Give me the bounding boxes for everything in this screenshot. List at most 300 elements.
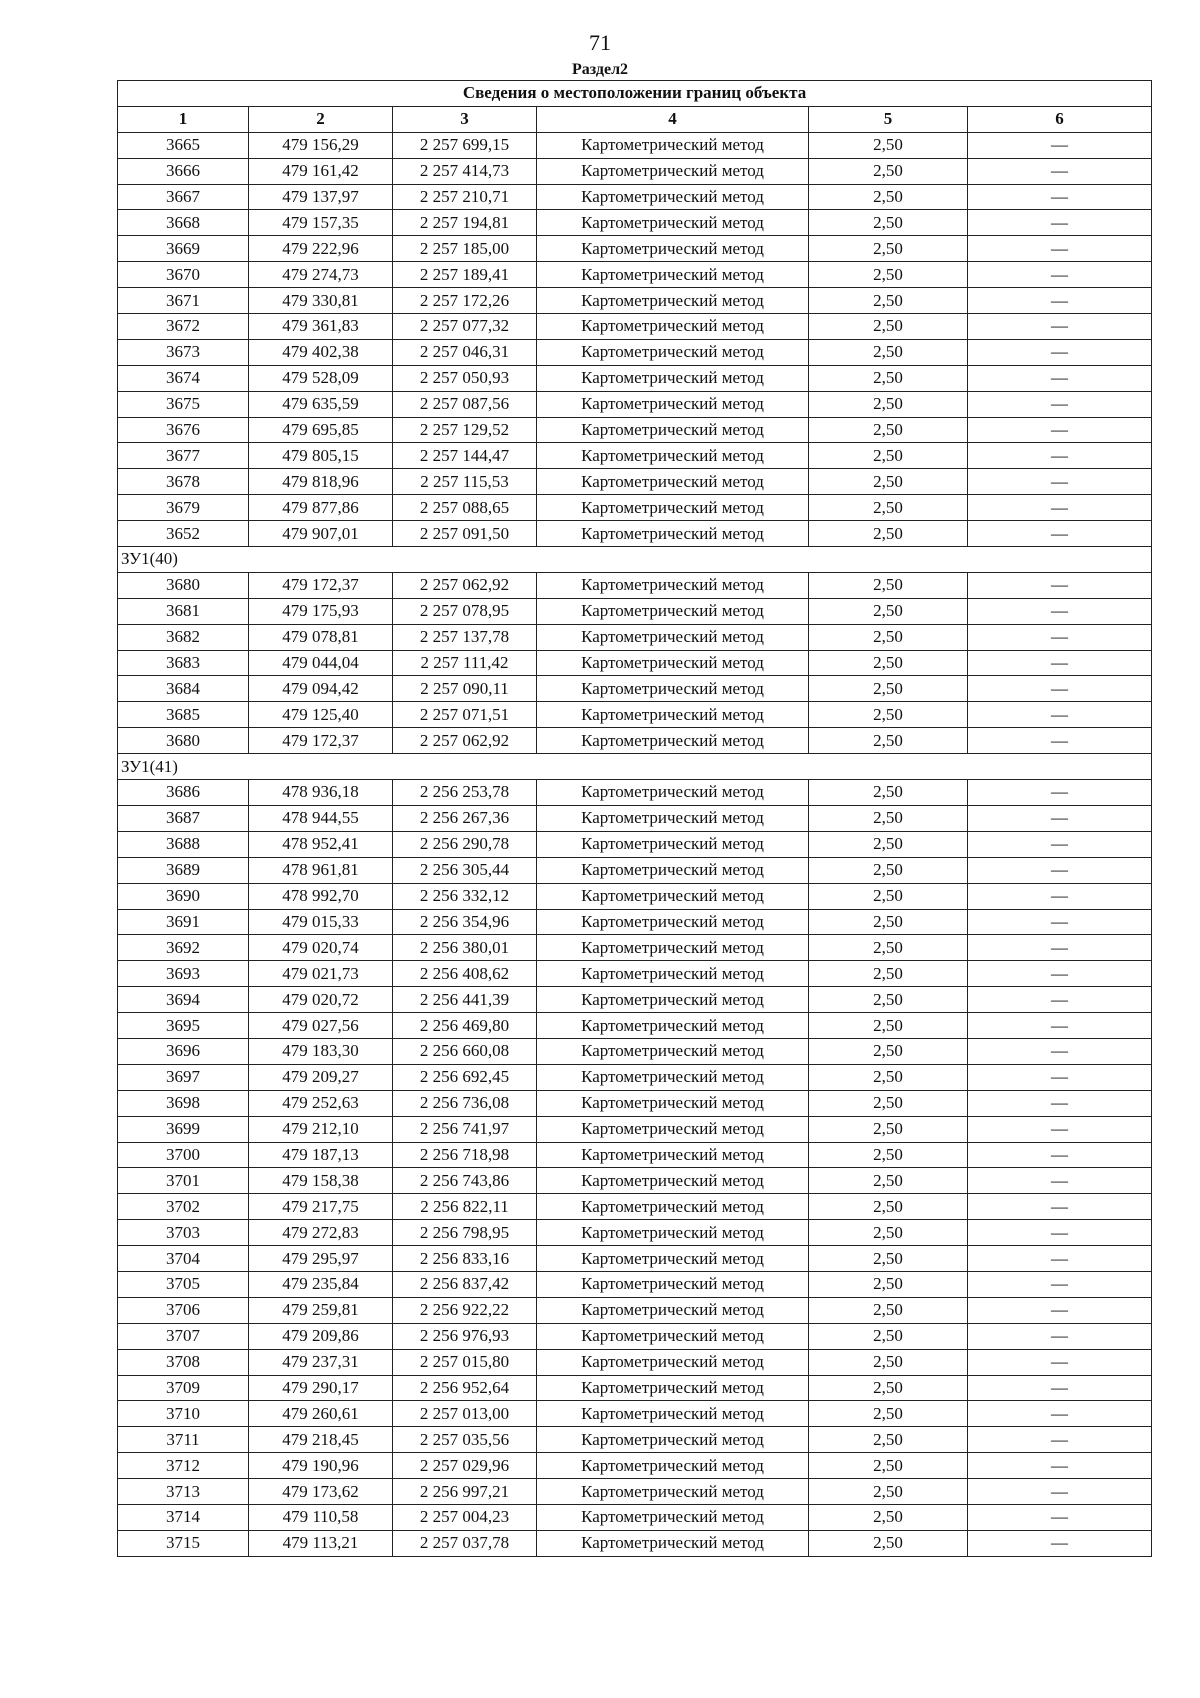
y-coordinate-cell: 2 257 129,52 [393, 417, 537, 443]
point-number-cell: 3669 [118, 236, 249, 262]
description-cell: — [968, 676, 1152, 702]
table-row [118, 339, 1152, 365]
x-coordinate-cell: 479 252,63 [249, 1090, 393, 1116]
description-cell: — [968, 1168, 1152, 1194]
point-number-cell: 3665 [118, 132, 249, 158]
accuracy-cell: 2,50 [809, 184, 968, 210]
method-cell: Картометрический метод [537, 598, 809, 624]
description-cell: — [968, 1013, 1152, 1039]
table-row [118, 1479, 1152, 1505]
description-cell: — [968, 339, 1152, 365]
table-row [118, 1453, 1152, 1479]
description-cell: — [968, 650, 1152, 676]
table-row [118, 521, 1152, 547]
x-coordinate-cell: 479 695,85 [249, 417, 393, 443]
y-coordinate-cell: 2 256 837,42 [393, 1271, 537, 1297]
y-coordinate-cell: 2 257 210,71 [393, 184, 537, 210]
accuracy-cell: 2,50 [809, 1375, 968, 1401]
y-coordinate-cell: 2 257 699,15 [393, 132, 537, 158]
table-body [118, 132, 1152, 1556]
table-row [118, 1090, 1152, 1116]
accuracy-cell: 2,50 [809, 443, 968, 469]
method-cell: Картометрический метод [537, 857, 809, 883]
method-cell: Картометрический метод [537, 391, 809, 417]
description-cell: — [968, 1401, 1152, 1427]
description-cell: — [968, 1246, 1152, 1272]
table-row [118, 469, 1152, 495]
y-coordinate-cell: 2 256 267,36 [393, 805, 537, 831]
accuracy-cell: 2,50 [809, 598, 968, 624]
point-number-cell: 3697 [118, 1064, 249, 1090]
accuracy-cell: 2,50 [809, 1168, 968, 1194]
accuracy-cell: 2,50 [809, 1246, 968, 1272]
y-coordinate-cell: 2 257 037,78 [393, 1530, 537, 1556]
description-cell: — [968, 598, 1152, 624]
y-coordinate-cell: 2 257 137,78 [393, 624, 537, 650]
point-number-cell: 3686 [118, 780, 249, 806]
x-coordinate-cell: 479 173,62 [249, 1479, 393, 1505]
y-coordinate-cell: 2 257 046,31 [393, 339, 537, 365]
method-cell: Картометрический метод [537, 132, 809, 158]
point-number-cell: 3696 [118, 1038, 249, 1064]
table-row [118, 883, 1152, 909]
accuracy-cell: 2,50 [809, 417, 968, 443]
accuracy-cell: 2,50 [809, 1064, 968, 1090]
accuracy-cell: 2,50 [809, 857, 968, 883]
table-row [118, 676, 1152, 702]
y-coordinate-cell: 2 256 332,12 [393, 883, 537, 909]
y-coordinate-cell: 2 257 078,95 [393, 598, 537, 624]
accuracy-cell: 2,50 [809, 728, 968, 754]
accuracy-cell: 2,50 [809, 262, 968, 288]
table-row [118, 391, 1152, 417]
y-coordinate-cell: 2 257 004,23 [393, 1504, 537, 1530]
table-row [118, 417, 1152, 443]
table-row [118, 650, 1152, 676]
description-cell: — [968, 184, 1152, 210]
x-coordinate-cell: 479 361,83 [249, 314, 393, 340]
table-row [118, 132, 1152, 158]
method-cell: Картометрический метод [537, 1168, 809, 1194]
table-row [118, 1116, 1152, 1142]
method-cell: Картометрический метод [537, 262, 809, 288]
accuracy-cell: 2,50 [809, 650, 968, 676]
description-cell: — [968, 1220, 1152, 1246]
table-row [118, 1349, 1152, 1375]
description-cell: — [968, 1453, 1152, 1479]
description-cell: — [968, 1479, 1152, 1505]
table-row [118, 1297, 1152, 1323]
method-cell: Картометрический метод [537, 676, 809, 702]
description-cell: — [968, 1323, 1152, 1349]
description-cell: — [968, 469, 1152, 495]
y-coordinate-cell: 2 256 743,86 [393, 1168, 537, 1194]
group-label: ЗУ1(41) [118, 754, 1152, 780]
accuracy-cell: 2,50 [809, 210, 968, 236]
description-cell: — [968, 1530, 1152, 1556]
description-cell: — [968, 624, 1152, 650]
point-number-cell: 3702 [118, 1194, 249, 1220]
accuracy-cell: 2,50 [809, 831, 968, 857]
accuracy-cell: 2,50 [809, 780, 968, 806]
table-row [118, 1401, 1152, 1427]
accuracy-cell: 2,50 [809, 1297, 968, 1323]
description-cell: — [968, 728, 1152, 754]
y-coordinate-cell: 2 256 441,39 [393, 987, 537, 1013]
description-cell: — [968, 857, 1152, 883]
method-cell: Картометрический метод [537, 1142, 809, 1168]
description-cell: — [968, 1427, 1152, 1453]
accuracy-cell: 2,50 [809, 469, 968, 495]
table-row [118, 1271, 1152, 1297]
column-number: 6 [968, 106, 1152, 132]
accuracy-cell: 2,50 [809, 1530, 968, 1556]
point-number-cell: 3680 [118, 728, 249, 754]
y-coordinate-cell: 2 256 305,44 [393, 857, 537, 883]
x-coordinate-cell: 479 157,35 [249, 210, 393, 236]
point-number-cell: 3676 [118, 417, 249, 443]
x-coordinate-cell: 479 209,27 [249, 1064, 393, 1090]
method-cell: Картометрический метод [537, 495, 809, 521]
description-cell: — [968, 417, 1152, 443]
x-coordinate-cell: 479 158,38 [249, 1168, 393, 1194]
y-coordinate-cell: 2 256 798,95 [393, 1220, 537, 1246]
x-coordinate-cell: 479 078,81 [249, 624, 393, 650]
x-coordinate-cell: 479 235,84 [249, 1271, 393, 1297]
y-coordinate-cell: 2 256 822,11 [393, 1194, 537, 1220]
method-cell: Картометрический метод [537, 1323, 809, 1349]
y-coordinate-cell: 2 256 718,98 [393, 1142, 537, 1168]
method-cell: Картометрический метод [537, 805, 809, 831]
description-cell: — [968, 210, 1152, 236]
method-cell: Картометрический метод [537, 1064, 809, 1090]
description-cell: — [968, 909, 1152, 935]
point-number-cell: 3715 [118, 1530, 249, 1556]
accuracy-cell: 2,50 [809, 365, 968, 391]
x-coordinate-cell: 478 936,18 [249, 780, 393, 806]
accuracy-cell: 2,50 [809, 1090, 968, 1116]
table-row [118, 831, 1152, 857]
method-cell: Картометрический метод [537, 883, 809, 909]
y-coordinate-cell: 2 256 253,78 [393, 780, 537, 806]
group-header-row [118, 754, 1152, 780]
y-coordinate-cell: 2 257 414,73 [393, 158, 537, 184]
method-cell: Картометрический метод [537, 1297, 809, 1323]
x-coordinate-cell: 479 805,15 [249, 443, 393, 469]
table-row [118, 805, 1152, 831]
y-coordinate-cell: 2 257 050,93 [393, 365, 537, 391]
table-row [118, 909, 1152, 935]
x-coordinate-cell: 479 635,59 [249, 391, 393, 417]
method-cell: Картометрический метод [537, 210, 809, 236]
y-coordinate-cell: 2 257 015,80 [393, 1349, 537, 1375]
y-coordinate-cell: 2 256 976,93 [393, 1323, 537, 1349]
point-number-cell: 3670 [118, 262, 249, 288]
method-cell: Картометрический метод [537, 1401, 809, 1427]
x-coordinate-cell: 479 402,38 [249, 339, 393, 365]
x-coordinate-cell: 479 125,40 [249, 702, 393, 728]
boundary-coordinates-table [117, 80, 1152, 1557]
method-cell: Картометрический метод [537, 624, 809, 650]
point-number-cell: 3672 [118, 314, 249, 340]
table-row [118, 961, 1152, 987]
accuracy-cell: 2,50 [809, 1504, 968, 1530]
x-coordinate-cell: 478 961,81 [249, 857, 393, 883]
point-number-cell: 3690 [118, 883, 249, 909]
x-coordinate-cell: 479 094,42 [249, 676, 393, 702]
description-cell: — [968, 236, 1152, 262]
method-cell: Картометрический метод [537, 1090, 809, 1116]
description-cell: — [968, 1038, 1152, 1064]
table-row [118, 236, 1152, 262]
description-cell: — [968, 443, 1152, 469]
accuracy-cell: 2,50 [809, 676, 968, 702]
description-cell: — [968, 314, 1152, 340]
y-coordinate-cell: 2 257 115,53 [393, 469, 537, 495]
point-number-cell: 3694 [118, 987, 249, 1013]
table-caption: Сведения о местоположении границ объекта [118, 81, 1152, 107]
point-number-cell: 3688 [118, 831, 249, 857]
accuracy-cell: 2,50 [809, 909, 968, 935]
accuracy-cell: 2,50 [809, 1453, 968, 1479]
method-cell: Картометрический метод [537, 184, 809, 210]
point-number-cell: 3687 [118, 805, 249, 831]
x-coordinate-cell: 478 992,70 [249, 883, 393, 909]
method-cell: Картометрический метод [537, 339, 809, 365]
point-number-cell: 3705 [118, 1271, 249, 1297]
x-coordinate-cell: 479 021,73 [249, 961, 393, 987]
description-cell: — [968, 883, 1152, 909]
table-row [118, 1504, 1152, 1530]
y-coordinate-cell: 2 257 029,96 [393, 1453, 537, 1479]
x-coordinate-cell: 479 175,93 [249, 598, 393, 624]
x-coordinate-cell: 479 015,33 [249, 909, 393, 935]
method-cell: Картометрический метод [537, 1504, 809, 1530]
table-row [118, 158, 1152, 184]
point-number-cell: 3681 [118, 598, 249, 624]
method-cell: Картометрический метод [537, 288, 809, 314]
y-coordinate-cell: 2 256 736,08 [393, 1090, 537, 1116]
y-coordinate-cell: 2 256 922,22 [393, 1297, 537, 1323]
x-coordinate-cell: 479 274,73 [249, 262, 393, 288]
y-coordinate-cell: 2 257 194,81 [393, 210, 537, 236]
point-number-cell: 3700 [118, 1142, 249, 1168]
method-cell: Картометрический метод [537, 909, 809, 935]
accuracy-cell: 2,50 [809, 521, 968, 547]
table-row [118, 1220, 1152, 1246]
description-cell: — [968, 1375, 1152, 1401]
method-cell: Картометрический метод [537, 1349, 809, 1375]
accuracy-cell: 2,50 [809, 702, 968, 728]
point-number-cell: 3668 [118, 210, 249, 236]
x-coordinate-cell: 479 218,45 [249, 1427, 393, 1453]
description-cell: — [968, 831, 1152, 857]
method-cell: Картометрический метод [537, 1116, 809, 1142]
y-coordinate-cell: 2 256 692,45 [393, 1064, 537, 1090]
point-number-cell: 3684 [118, 676, 249, 702]
point-number-cell: 3666 [118, 158, 249, 184]
point-number-cell: 3692 [118, 935, 249, 961]
x-coordinate-cell: 479 260,61 [249, 1401, 393, 1427]
y-coordinate-cell: 2 256 952,64 [393, 1375, 537, 1401]
description-cell: — [968, 365, 1152, 391]
y-coordinate-cell: 2 257 172,26 [393, 288, 537, 314]
x-coordinate-cell: 479 172,37 [249, 728, 393, 754]
y-coordinate-cell: 2 256 408,62 [393, 961, 537, 987]
description-cell: — [968, 495, 1152, 521]
accuracy-cell: 2,50 [809, 935, 968, 961]
y-coordinate-cell: 2 256 380,01 [393, 935, 537, 961]
page-number: 71 [589, 30, 611, 55]
y-coordinate-cell: 2 257 189,41 [393, 262, 537, 288]
x-coordinate-cell: 479 044,04 [249, 650, 393, 676]
table-row [118, 1427, 1152, 1453]
description-cell: — [968, 961, 1152, 987]
point-number-cell: 3674 [118, 365, 249, 391]
description-cell: — [968, 572, 1152, 598]
x-coordinate-cell: 479 217,75 [249, 1194, 393, 1220]
column-number: 1 [118, 106, 249, 132]
x-coordinate-cell: 479 259,81 [249, 1297, 393, 1323]
column-number-row [118, 106, 1152, 132]
description-cell: — [968, 1297, 1152, 1323]
x-coordinate-cell: 479 020,74 [249, 935, 393, 961]
description-cell: — [968, 1194, 1152, 1220]
point-number-cell: 3693 [118, 961, 249, 987]
accuracy-cell: 2,50 [809, 1401, 968, 1427]
method-cell: Картометрический метод [537, 1530, 809, 1556]
point-number-cell: 3701 [118, 1168, 249, 1194]
point-number-cell: 3708 [118, 1349, 249, 1375]
table-row [118, 1323, 1152, 1349]
method-cell: Картометрический метод [537, 365, 809, 391]
x-coordinate-cell: 479 190,96 [249, 1453, 393, 1479]
y-coordinate-cell: 2 256 833,16 [393, 1246, 537, 1272]
x-coordinate-cell: 479 110,58 [249, 1504, 393, 1530]
point-number-cell: 3682 [118, 624, 249, 650]
method-cell: Картометрический метод [537, 469, 809, 495]
point-number-cell: 3712 [118, 1453, 249, 1479]
accuracy-cell: 2,50 [809, 1013, 968, 1039]
accuracy-cell: 2,50 [809, 624, 968, 650]
point-number-cell: 3677 [118, 443, 249, 469]
accuracy-cell: 2,50 [809, 158, 968, 184]
y-coordinate-cell: 2 256 354,96 [393, 909, 537, 935]
x-coordinate-cell: 479 137,97 [249, 184, 393, 210]
method-cell: Картометрический метод [537, 1271, 809, 1297]
accuracy-cell: 2,50 [809, 132, 968, 158]
y-coordinate-cell: 2 257 062,92 [393, 572, 537, 598]
point-number-cell: 3704 [118, 1246, 249, 1272]
x-coordinate-cell: 479 290,17 [249, 1375, 393, 1401]
method-cell: Картометрический метод [537, 1453, 809, 1479]
point-number-cell: 3707 [118, 1323, 249, 1349]
x-coordinate-cell: 478 952,41 [249, 831, 393, 857]
method-cell: Картометрический метод [537, 572, 809, 598]
method-cell: Картометрический метод [537, 1246, 809, 1272]
x-coordinate-cell: 479 212,10 [249, 1116, 393, 1142]
accuracy-cell: 2,50 [809, 1427, 968, 1453]
point-number-cell: 3698 [118, 1090, 249, 1116]
method-cell: Картометрический метод [537, 728, 809, 754]
method-cell: Картометрический метод [537, 831, 809, 857]
table-row [118, 1038, 1152, 1064]
table-row [118, 1168, 1152, 1194]
y-coordinate-cell: 2 257 087,56 [393, 391, 537, 417]
accuracy-cell: 2,50 [809, 987, 968, 1013]
description-cell: — [968, 1064, 1152, 1090]
accuracy-cell: 2,50 [809, 391, 968, 417]
description-cell: — [968, 1271, 1152, 1297]
accuracy-cell: 2,50 [809, 1271, 968, 1297]
method-cell: Картометрический метод [537, 1479, 809, 1505]
accuracy-cell: 2,50 [809, 288, 968, 314]
y-coordinate-cell: 2 257 090,11 [393, 676, 537, 702]
x-coordinate-cell: 479 172,37 [249, 572, 393, 598]
accuracy-cell: 2,50 [809, 1038, 968, 1064]
y-coordinate-cell: 2 256 741,97 [393, 1116, 537, 1142]
x-coordinate-cell: 479 272,83 [249, 1220, 393, 1246]
point-number-cell: 3667 [118, 184, 249, 210]
x-coordinate-cell: 479 183,30 [249, 1038, 393, 1064]
description-cell: — [968, 780, 1152, 806]
accuracy-cell: 2,50 [809, 1142, 968, 1168]
table-row [118, 365, 1152, 391]
column-number: 5 [809, 106, 968, 132]
table-row [118, 598, 1152, 624]
y-coordinate-cell: 2 257 071,51 [393, 702, 537, 728]
accuracy-cell: 2,50 [809, 495, 968, 521]
description-cell: — [968, 262, 1152, 288]
method-cell: Картометрический метод [537, 780, 809, 806]
table-caption-row [118, 81, 1152, 107]
y-coordinate-cell: 2 257 035,56 [393, 1427, 537, 1453]
description-cell: — [968, 1504, 1152, 1530]
table-row [118, 572, 1152, 598]
accuracy-cell: 2,50 [809, 1194, 968, 1220]
method-cell: Картометрический метод [537, 1375, 809, 1401]
point-number-cell: 3706 [118, 1297, 249, 1323]
accuracy-cell: 2,50 [809, 339, 968, 365]
x-coordinate-cell: 479 330,81 [249, 288, 393, 314]
method-cell: Картометрический метод [537, 702, 809, 728]
accuracy-cell: 2,50 [809, 1479, 968, 1505]
point-number-cell: 3714 [118, 1504, 249, 1530]
accuracy-cell: 2,50 [809, 236, 968, 262]
y-coordinate-cell: 2 256 290,78 [393, 831, 537, 857]
table-row [118, 780, 1152, 806]
y-coordinate-cell: 2 256 469,80 [393, 1013, 537, 1039]
method-cell: Картометрический метод [537, 236, 809, 262]
table-row [118, 1142, 1152, 1168]
column-number: 3 [393, 106, 537, 132]
y-coordinate-cell: 2 257 185,00 [393, 236, 537, 262]
x-coordinate-cell: 479 113,21 [249, 1530, 393, 1556]
table-row [118, 728, 1152, 754]
accuracy-cell: 2,50 [809, 1323, 968, 1349]
point-number-cell: 3679 [118, 495, 249, 521]
table-row [118, 1013, 1152, 1039]
point-number-cell: 3695 [118, 1013, 249, 1039]
method-cell: Картометрический метод [537, 961, 809, 987]
point-number-cell: 3685 [118, 702, 249, 728]
point-number-cell: 3689 [118, 857, 249, 883]
point-number-cell: 3678 [118, 469, 249, 495]
column-number: 4 [537, 106, 809, 132]
description-cell: — [968, 1349, 1152, 1375]
table-row [118, 1064, 1152, 1090]
description-cell: — [968, 987, 1152, 1013]
